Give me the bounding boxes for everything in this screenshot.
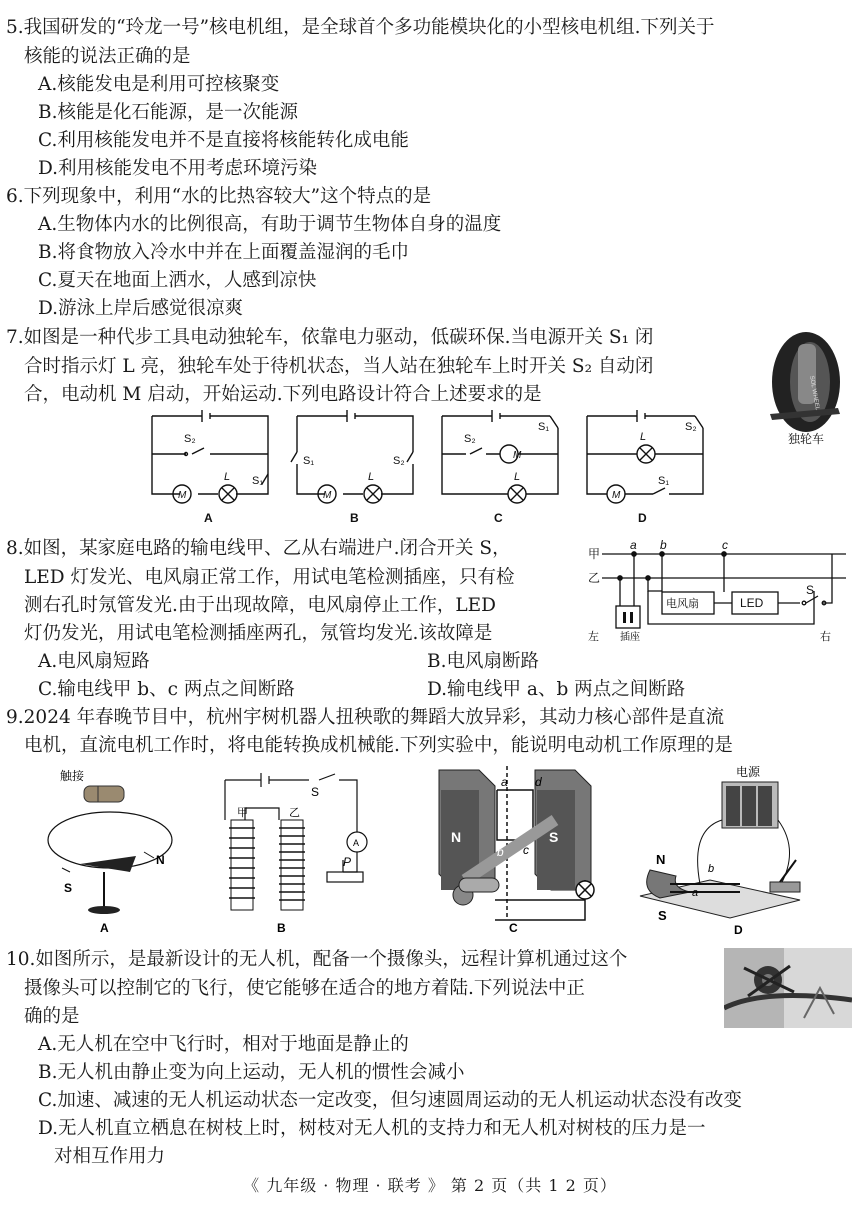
- svg-text:S₂: S₂: [184, 433, 196, 445]
- q8-option-b: B.电风扇断路: [427, 651, 539, 672]
- q10-option-b: B.无人机由静止变为向上运动，无人机的惯性会减小: [38, 1062, 465, 1083]
- svg-text:d: d: [535, 775, 542, 789]
- svg-text:c: c: [722, 538, 728, 552]
- q5-option-a: A.核能发电是利用可控核聚变: [38, 74, 280, 95]
- svg-text:b: b: [660, 538, 667, 552]
- q5-option-c: C.利用核能发电并不是直接将核能转化成电能: [38, 130, 409, 151]
- q8-stem-line4: 灯仍发光，用试电笔检测插座两孔，氖管均发光.该故障是: [24, 623, 493, 644]
- q6-option-c: C.夏天在地面上洒水，人感到凉快: [38, 270, 317, 291]
- svg-text:S₁: S₁: [658, 475, 670, 487]
- q7-circuit-figures: [140, 404, 740, 528]
- q7-stem-line2: 合时指示灯 L 亮，独轮车处于待机状态，当人站在独轮车上时开关 S₂ 自动闭: [24, 356, 654, 377]
- svg-text:S: S: [658, 908, 667, 923]
- svg-text:a: a: [692, 887, 699, 899]
- svg-text:M: M: [612, 490, 621, 501]
- svg-text:S: S: [311, 785, 320, 799]
- q10-option-a: A.无人机在空中飞行时，相对于地面是静止的: [38, 1034, 409, 1055]
- q5-stem-line2: 核能的说法正确的是: [24, 46, 191, 67]
- led-label: LED: [740, 596, 764, 610]
- svg-text:M: M: [178, 490, 187, 501]
- q10-stem-line1: 10.如图所示，是最新设计的无人机，配备一个摄像头，远程计算机通过这个: [6, 949, 628, 970]
- page-footer: 《 九年级 · 物理 · 联考 》 第 2 页（共 1 2 页）: [243, 1176, 617, 1195]
- svg-text:b: b: [497, 845, 504, 859]
- svg-text:a: a: [501, 775, 508, 789]
- q8-option-d: D.输电线甲 a、b 两点之间断路: [427, 679, 686, 700]
- socket-label: 插座: [620, 632, 640, 643]
- svg-text:P: P: [343, 855, 352, 869]
- circuit-label-d: D: [638, 511, 647, 525]
- fig9-a: [48, 768, 172, 935]
- svg-text:S: S: [64, 881, 73, 895]
- q5-option-d: D.利用核能发电不用考虑环境污染: [38, 158, 318, 179]
- q8-stem-line2: LED 灯发光、电风扇正常工作，用试电笔检测插座，只有检: [24, 567, 515, 588]
- q5-option-b: B.核能是化石能源，是一次能源: [38, 102, 298, 123]
- svg-text:N: N: [656, 852, 666, 867]
- q9-experiment-figures: [40, 760, 840, 940]
- svg-text:N: N: [156, 853, 165, 867]
- svg-text:乙: 乙: [289, 807, 300, 819]
- svg-text:电源: 电源: [736, 765, 761, 779]
- q10-stem-line2: 摄像头可以控制它的飞行，使它能够在适合的地方着陆.下列说法中正: [24, 978, 585, 999]
- svg-text:N: N: [451, 829, 462, 845]
- svg-text:c: c: [523, 843, 529, 857]
- svg-text:S₁: S₁: [303, 455, 315, 467]
- q6-stem: 6.下列现象中，利用“水的比热容较大”这个特点的是: [6, 186, 432, 207]
- fig9-d: [640, 764, 800, 937]
- q10-option-d-line2: 对相互作用力: [54, 1146, 166, 1167]
- q7-stem-line3: 合，电动机 M 启动，开始运动.下列电路设计符合上述要求的是: [24, 384, 542, 405]
- q8-house-circuit: [584, 536, 850, 646]
- fig9-b: [225, 773, 367, 935]
- q5-stem-line1: 5.我国研发的“玲龙一号”核电机组，是全球首个多功能模块化的小型核电机组.下列关于: [6, 17, 715, 38]
- q9-stem-line1: 9.2024 年春晚节目中，杭州宇树机器人扭秧歌的舞蹈大放异彩，其动力核心部件是直流: [6, 707, 725, 728]
- q10-stem-line3: 确的是: [24, 1006, 80, 1027]
- q8-option-c: C.输电线甲 b、c 两点之间断路: [38, 679, 295, 700]
- q6-option-d: D.游泳上岸后感觉很凉爽: [38, 298, 244, 319]
- fig9-c: [439, 766, 594, 935]
- q6-option-b: B.将食物放入冷水中并在上面覆盖湿润的毛巾: [38, 242, 409, 263]
- q7-stem-line1: 7.如图是一种代步工具电动独轮车，依靠电力驱动，低碳环保.当电源开关 S₁ 闭: [6, 327, 654, 348]
- svg-text:S₂: S₂: [464, 433, 476, 445]
- unicycle-photo: [760, 316, 852, 450]
- svg-text:触接: 触接: [60, 769, 85, 783]
- circuit-label-a: A: [204, 511, 213, 525]
- svg-text:a: a: [630, 538, 637, 552]
- svg-text:甲: 甲: [588, 547, 601, 561]
- svg-text:乙: 乙: [588, 571, 601, 585]
- svg-text:左: 左: [588, 631, 599, 643]
- circuit-label-b: B: [350, 511, 359, 525]
- fan-label: 电风扇: [666, 598, 699, 610]
- svg-text:S₁: S₁: [252, 475, 264, 487]
- fig9-label-d: D: [734, 923, 743, 937]
- q10-option-d-line1: D.无人机直立栖息在树枝上时，树枝对无人机的支持力和无人机对树枝的压力是一: [38, 1118, 706, 1139]
- unicycle-brand-text: SOL WHEEL: [808, 375, 820, 411]
- svg-text:S₂: S₂: [685, 421, 697, 433]
- svg-text:S₂: S₂: [393, 455, 405, 467]
- svg-text:甲: 甲: [237, 807, 248, 819]
- q6-option-a: A.生物体内水的比例很高，有助于调节生物体自身的温度: [38, 214, 502, 235]
- svg-text:M: M: [323, 490, 332, 501]
- fig9-label-a: A: [100, 921, 109, 935]
- svg-text:M: M: [513, 450, 522, 461]
- svg-text:b: b: [708, 863, 715, 875]
- q10-option-c: C.加速、减速的无人机运动状态一定改变，但匀速圆周运动的无人机运动状态没有改变: [38, 1090, 742, 1111]
- drone-photo: [724, 948, 852, 1028]
- svg-text:L: L: [514, 471, 521, 483]
- svg-text:L: L: [224, 471, 231, 483]
- svg-text:右: 右: [820, 631, 831, 643]
- circuit-a: [152, 410, 268, 503]
- svg-text:S₁: S₁: [538, 421, 550, 433]
- q8-option-a: A.电风扇短路: [38, 651, 150, 672]
- q9-stem-line2: 电机，直流电机工作时，将电能转换成机械能.下列实验中，能说明电动机工作原理的是: [24, 735, 733, 756]
- q8-stem-line3: 测右孔时氖管发光.由于出现故障，电风扇停止工作，LED: [24, 595, 497, 616]
- fig9-label-b: B: [277, 921, 286, 935]
- svg-text:A: A: [353, 838, 360, 848]
- q8-stem-line1: 8.如图，某家庭电路的输电线甲、乙从右端进户.闭合开关 S，: [6, 538, 511, 559]
- unicycle-caption: 独轮车: [787, 432, 825, 446]
- svg-text:L: L: [368, 471, 375, 483]
- svg-text:S: S: [549, 829, 559, 845]
- svg-text:S: S: [806, 583, 815, 597]
- svg-text:L: L: [640, 431, 647, 443]
- circuit-label-c: C: [494, 511, 503, 525]
- fig9-label-c: C: [509, 921, 518, 935]
